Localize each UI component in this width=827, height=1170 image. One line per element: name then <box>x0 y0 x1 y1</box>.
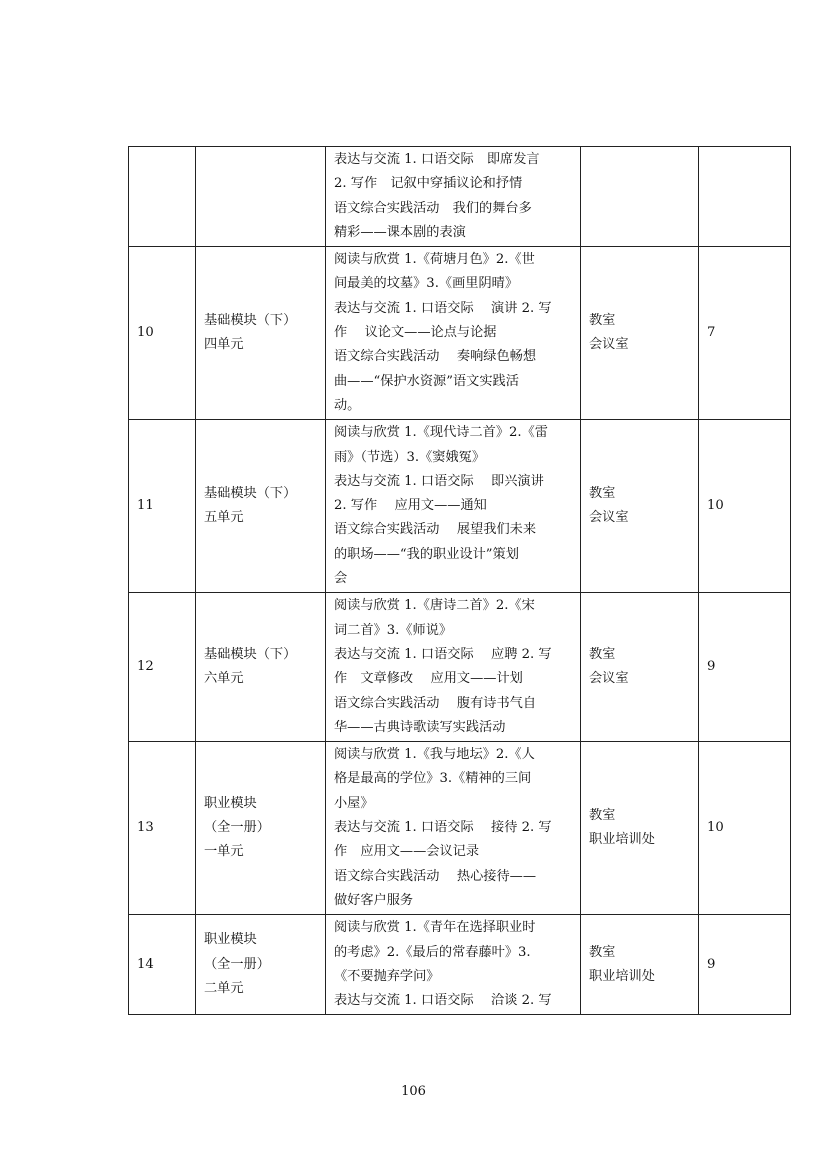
module-cell <box>196 742 326 915</box>
schedule-table-body <box>129 147 791 1015</box>
content-cell <box>326 915 581 1015</box>
module-line: （全一册） <box>204 820 270 836</box>
content-line: 小屋》 <box>334 795 374 811</box>
row-number-cell: 12 <box>129 593 196 742</box>
content-line: 表达与交流 1. 口语交际 即席发言 <box>334 152 540 167</box>
place-line: 职业培训处 <box>589 968 655 984</box>
content-line: 作 文章修改 应用文——计划 <box>334 671 523 687</box>
place-cell <box>581 420 699 593</box>
content-line: 会 <box>334 571 348 587</box>
content-line: 表达与交流 1. 口语交际 演讲 2. 写 <box>334 300 552 316</box>
place-cell <box>581 147 699 247</box>
table-row <box>129 593 791 742</box>
content-line: 动。 <box>334 397 361 413</box>
module-cell <box>196 420 326 593</box>
module-cell <box>196 247 326 420</box>
module-line: 职业模块 <box>204 795 257 811</box>
content-line: 的考虑》2.《最后的常春藤叶》3. <box>334 944 531 960</box>
module-line: 五单元 <box>204 510 244 526</box>
row-number-cell: 14 <box>129 915 196 1015</box>
content-line: 词二首》3.《师说》 <box>334 622 453 638</box>
hours-cell: 10 <box>699 742 791 915</box>
module-line: 一单元 <box>204 844 244 860</box>
content-line: 2. 写作 应用文——通知 <box>334 498 487 514</box>
content-line: 格是最高的学位》3.《精神的三间 <box>334 771 532 787</box>
page-number: 106 <box>401 1084 426 1099</box>
module-line: 职业模块 <box>204 932 257 948</box>
content-line: 语文综合实践活动 我们的舞台多 <box>334 200 532 216</box>
content-line: 表达与交流 1. 口语交际 洽谈 2. 写 <box>334 993 552 1009</box>
module-line: （全一册） <box>204 956 270 972</box>
module-line: 基础模块（下） <box>204 486 297 501</box>
module-line: 四单元 <box>204 337 244 353</box>
content-line: 精彩——课本剧的表演 <box>334 224 466 240</box>
content-line: 表达与交流 1. 口语交际 应聘 2. 写 <box>334 646 552 662</box>
content-line: 作 应用文——会议记录 <box>334 844 480 860</box>
module-line: 二单元 <box>204 980 244 996</box>
content-line: 阅读与欣赏 1.《青年在选择职业时 <box>334 920 536 936</box>
content-line: 阅读与欣赏 1.《现代诗二首》2.《雷 <box>334 425 548 441</box>
table-row <box>129 247 791 420</box>
table-row <box>129 147 791 247</box>
content-cell <box>326 742 581 915</box>
hours-cell: 9 <box>699 593 791 742</box>
place-cell <box>581 915 699 1015</box>
place-line: 教室 <box>589 646 616 662</box>
module-cell <box>196 147 326 247</box>
content-cell <box>326 420 581 593</box>
table-row <box>129 915 791 1015</box>
content-line: 的职场——“我的职业设计”策划 <box>334 546 519 562</box>
place-cell <box>581 742 699 915</box>
content-cell <box>326 593 581 742</box>
content-line: 作 议论文——论点与论据 <box>334 325 497 341</box>
place-line: 会议室 <box>589 510 629 526</box>
content-line: 语文综合实践活动 腹有诗书气自 <box>334 695 537 711</box>
place-line: 教室 <box>589 312 616 328</box>
content-line: 间最美的坟墓》3.《画里阴晴》 <box>334 276 519 292</box>
module-line: 基础模块（下） <box>204 646 297 662</box>
hours-cell <box>699 147 791 247</box>
row-number-cell: 10 <box>129 247 196 420</box>
content-line: 阅读与欣赏 1.《唐诗二首》2.《宋 <box>334 598 535 614</box>
place-cell <box>581 593 699 742</box>
content-line: 2. 写作 记叙中穿插议论和抒情 <box>334 176 523 192</box>
place-line: 教室 <box>589 944 616 960</box>
content-line: 雨》（节选）3.《窦娥冤》 <box>334 449 486 465</box>
row-number-cell: 11 <box>129 420 196 593</box>
place-line: 职业培训处 <box>589 832 655 848</box>
place-line: 会议室 <box>589 671 629 687</box>
module-cell <box>196 593 326 742</box>
content-line: 华——古典诗歌读写实践活动 <box>334 719 506 735</box>
place-cell <box>581 247 699 420</box>
place-line: 会议室 <box>589 337 629 353</box>
content-line: 语文综合实践活动 展望我们未来 <box>334 522 537 538</box>
module-line: 基础模块（下） <box>204 312 297 328</box>
content-line: 阅读与欣赏 1.《我与地坛》2.《人 <box>334 747 535 763</box>
table-row <box>129 742 791 915</box>
hours-cell: 9 <box>699 915 791 1015</box>
content-cell <box>326 247 581 420</box>
content-line: 语文综合实践活动 热心接待—— <box>334 868 537 884</box>
content-line: 做好客户服务 <box>334 892 414 908</box>
content-line: 表达与交流 1. 口语交际 即兴演讲 <box>334 473 544 489</box>
content-line: 曲——“保护水资源”语文实践活 <box>334 373 519 389</box>
table-row <box>129 420 791 593</box>
hours-cell: 7 <box>699 247 791 420</box>
place-line: 教室 <box>589 486 616 501</box>
place-line: 教室 <box>589 807 616 823</box>
content-line: 《不要抛弃学问》 <box>334 968 440 984</box>
module-line: 六单元 <box>204 671 244 687</box>
content-line: 表达与交流 1. 口语交际 接待 2. 写 <box>334 820 552 836</box>
hours-cell: 10 <box>699 420 791 593</box>
content-line: 语文综合实践活动 奏响绿色畅想 <box>334 349 537 365</box>
content-line: 阅读与欣赏 1.《荷塘月色》2.《世 <box>334 252 535 268</box>
schedule-table <box>128 146 791 1015</box>
module-cell <box>196 915 326 1015</box>
content-cell <box>326 147 581 247</box>
row-number-cell <box>129 147 196 247</box>
row-number-cell: 13 <box>129 742 196 915</box>
